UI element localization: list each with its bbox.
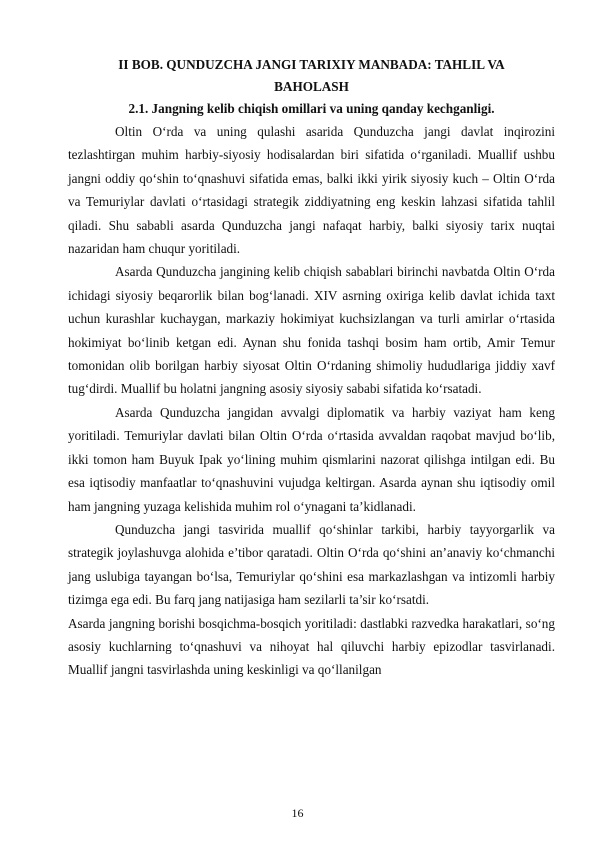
section-title: 2.1. Jangning kelib chiqish omillari va uning qanday kechganligi. (128, 101, 495, 116)
paragraph: Oltin O‘rda va uning qulashi asarida Qunduzcha jangi davlat inqirozini tezlashtirgan muhim harbiy-siyosiy hodisalardan biri sifatida o‘rganiladi. Muallif ushbu jangni oddiy qo‘shin to‘qnashuvi sifatida emas, balki ikki yirik siyosiy kuch – Oltin O‘rda va Temuriylar davlati o‘rtasidagi strategik ziddiyatning eng keskin lahzasi sifatida tahlil qiladi. Shu sababli asarda Qunduzcha jangi nafaqat harbiy, balki siyosiy tarix nuqtai nazaridan ham chuqur yoritiladi. (68, 124, 555, 257)
page-number: 16 (291, 806, 304, 820)
paragraph: Asarda jangning borishi bosqichma-bosqich yoritiladi: dastlabki razvedka harakatlari, so‘ng asosiy kuchlarning to‘qnashuvi va nihoyat hal qiluvchi harbiy epizodlar tasvirlanadi. Muallif jangni tasvirlashda uning keskinligi va qo‘llanilgan (68, 615, 555, 678)
document-page (68, 54, 555, 682)
chapter-title: II BOB. QUNDUZCHA JANGI TARIXIY MANBADA: TAHLIL VA BAHOLASH (118, 57, 505, 94)
paragraph: Qunduzcha jangi tasvirida muallif qo‘shinlar tarkibi, harbiy tayyorgarlik va strategik joylashuvga alohida e’tibor qaratadi. Oltin O‘rda qo‘shini an’anaviy ko‘chmanchi jang uslubiga tayangan bo‘lsa, Temuriylar qo‘shini esa markazlashgan va intizomli harbiy tizimga ega edi. Bu farq jang natijasiga ham sezilarli ta’sir ko‘rsatdi. (68, 521, 555, 608)
paragraph: Asarda Qunduzcha jangining kelib chiqish sabablari birinchi navbatda Oltin O‘rda ichidagi siyosiy beqarorlik bilan bog‘lanadi. XIV asrning oxiriga kelib davlat ichida taxt uchun kurashlar kuchaygan, markaziy hokimiyat kuchsizlangan va turli amirlar o‘rtasida hokimiyat bo‘linib ketgan edi. Aynan shu fonida tashqi bosim ham ortib, Amir Temur tomonidan olib borilgan harbiy siyosat Oltin O‘rdaning shimoliy hududlariga jiddiy xavf tug‘dirdi. Muallif bu holatni jangning asosiy siyosiy sababi sifatida ko‘rsatadi. (68, 264, 555, 397)
paragraph: Asarda Qunduzcha jangidan avvalgi diplomatik va harbiy vaziyat ham keng yoritiladi. Temuriylar davlati bilan Oltin O‘rda o‘rtasida avvaldan raqobat mavjud bo‘lib, ikki tomon ham Buyuk Ipak yo‘lining muhim qismlarini nazorat qilishga intilgan edi. Bu esa iqtisodiy manfaatlar to‘qnashuvini vujudga keltirgan. Asarda aynan shu iqtisodiy omil ham jangning yuzaga kelishida muhim rol o‘ynagani ta’kidlanadi. (68, 404, 555, 514)
